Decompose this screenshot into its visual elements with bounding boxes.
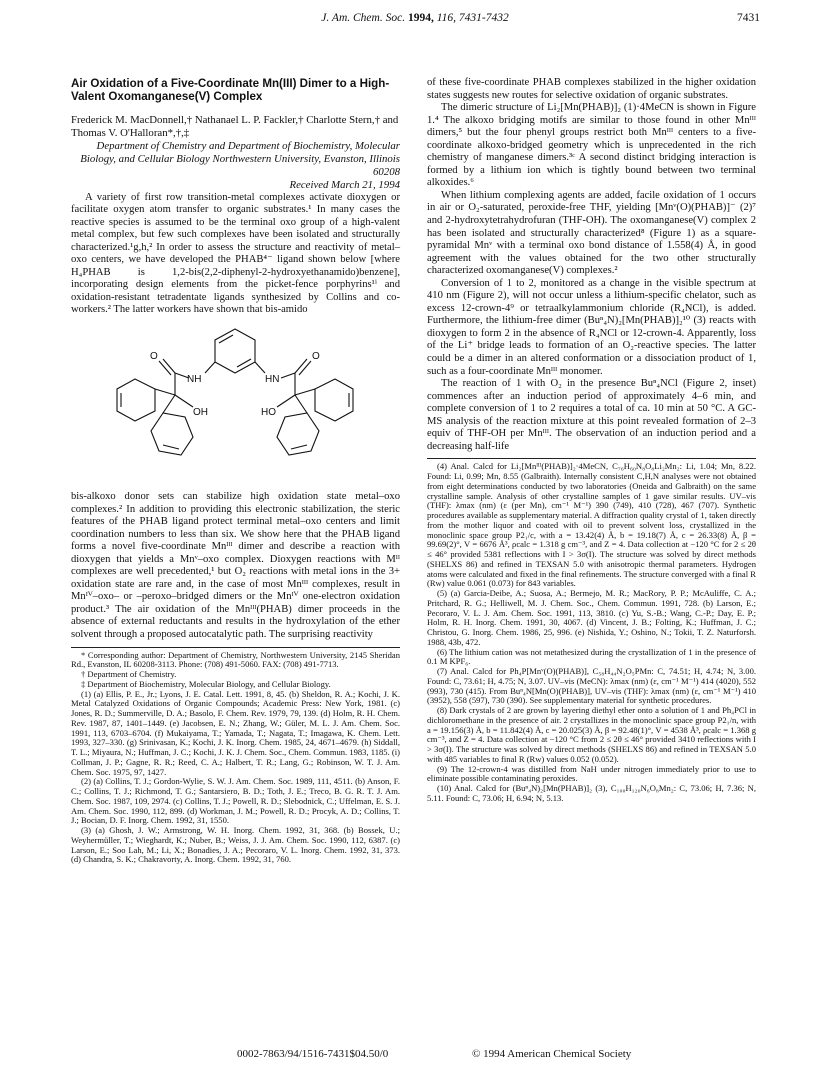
- page-number: 7431: [737, 12, 760, 24]
- label-oh-left: OH: [193, 407, 208, 419]
- footnote: (8) Dark crystals of 2 are grown by layering diethyl ether onto a solution of 1 and Ph₄PCl in dichloromethane in the presence of air. 2 crystallizes in the monoclinic space group P2₁/n, with a = 19.156(3) Å, b = 11.842(4) Å, c = 20.025(3) Å, β = 92.48(1)°, V = 4538 Å³, ρcalc = 1.368 g cm⁻³, and Z = 4. Data collection at −120 °C from 2 ≤ 2θ ≤ 46° provided 3410 reflections with I > 3σ(I). The structure was solved by direct methods (SHELXS 86) and refined in TEXSAN 5.0 with 485 variables to final R (Rw) values 0.052 (0.052).: [427, 705, 756, 764]
- footnotes-right: [427, 458, 756, 803]
- benzene-ring: [215, 329, 255, 373]
- footnote: (5) (a) Garcia-Deibe, A.; Suosa, A.; Bermejo, M. R.; MacRory, P. P.; McAuliffe, C. A.; Pritchard, R. G.; Helliwell, M. J. Chem. Soc., Chem. Commun. 1991, 728. (b) Larson, E.; Pecoraro, V. L. J. Am. Chem. Soc. 1991, 113, 3810. (c) Yu, S.-B.; Wang, C.-P.; Day, E. P.; Holm, R. H. Inorg. Chem. 1991, 30, 4067. (d) Vincent, J. B.; Folting, K.; Huffman, J. C.; Christou, G. Inorg. Chem. 1986, 25, 996. (e) Nishida, Y.; Oshino, N.; Tokii, T. Z. Naturforsh. 1988, 43b, 472.: [427, 588, 756, 647]
- article-title: Air Oxidation of a Five-Coordinate Mn(III) Dimer to a High-Valent Oxomanganese(V) Complex: [71, 77, 390, 103]
- label-hn-right: HN: [265, 374, 280, 386]
- body-paragraph: Conversion of 1 to 2, monitored as a change in the visible spectrum at 410 nm (Figure 2), will not occur unless a lithium-specific chelator, such as excess 12-crown-4⁹ or tetraalkylammonium chloride (R₄NCl), is added. Furthermore, the lithium-free dimer (Buⁿ₄N)₂[Mn(PHAB)]₂¹⁰ (3) reacts with dioxygen to form 2 in the absence of R₄NCl or 12-crown-4. Apparently, loss of the Li⁺ bridge leads to formation of an O₂-reactive species. The latter could be a dimer in an altered conformation or a dissociation product of 1, such as a four-coordinate Mnᴵᴵᴵ monomer.: [427, 277, 756, 377]
- author-list: Frederick M. MacDonnell,† Nathanael L. P. Fackler,† Charlotte Stern,† and Thomas V. O'Halloran*,†,‡: [71, 114, 399, 139]
- body-paragraph: The reaction of 1 with O₂ in the presence Buⁿ₄NCl (Figure 2, inset) commences after an induction period of approximately 4–6 min, and complete conversion of 1 to 2 requires a total of ca. 10 min at 50 °C. A GC-MS analysis of the reaction mixture at this point revealed formation of 2–3 equiv of THF-OH per Mnᴵᴵᴵ. The observation of an induction period and a decreasing half-life: [427, 378, 756, 452]
- footnote: † Department of Chemistry.: [81, 669, 177, 680]
- journal-year: 1994,: [407, 12, 434, 24]
- body-paragraph: bis-alkoxo donor sets can stabilize high oxidation state metal–oxo complexes.² In addition to providing this electronic stabilization, the steric features of the PHAB ligand protect terminal metal–oxo centers and limit coordination numbers to less than six. We show here that the PHAB ligand forms a novel five-coordinate Mnᴵᴵᴵ dimer and describe a reaction with dioxygen that yields a Mnᵛ–oxo complex. Dioxygen reactions with Mᴵᴵ complexes are well precedented,¹ but O₂ reactions with metal ions in the 3+ oxidation state are rare and, in the case of most Mnᴵᴵᴵ complexes, result in Mnᴵⱽ–oxo– or –peroxo–bridged dimers or the Mnᴵⱽ one-electron oxidation product.³ The air oxidation of the Mnᴵᴵᴵ(PHAB) dimer proceeds in the absence of external reductants and results in the hydroxylation of the ether solvent through a proposed autocatalytic path. The surprising reactivity: [71, 491, 400, 641]
- footnote: * Corresponding author: Department of Chemistry, Northwestern University, 2145 Sheridan Rd., Evanston, IL 60208-3113. Phone: (708) 491-5060. FAX: (708) 491-7713.: [71, 649, 400, 670]
- footnote: (1) (a) Ellis, P. E., Jr.; Lyons, J. E. Catal. Lett. 1991, 8, 45. (b) Sheldon, R. A.; Kochi, J. K. Metal Catalyzed Oxidations of Organic Compounds; Academic Press: New York, 1981. (c) Jones, R. D.; Summerville, D. A.; Basolo, F. Chem. Rev. 1979, 79, 139. (d) Holm, R. H. Chem. Rev. 1987, 87, 1401–1449. (e) Jacobsen, E. N.; Zhang, W.; Güler, M. L. J. Am. Chem. Soc. 1991, 113, 6703–6704. (f) Mukaiyama, T.; Yamada, T.; Nagata, T.; Imagawa, K. Chem. Lett. 1993, 327–330. (g) Srinivasan, K.; Kochi, J. K. Inorg. Chem. 1985, 24, 4671–4679. (h) Siddall, T. L.; Miyaura, N.; Huffman, J. C.; Kochi, J. K. J. Chem. Soc., Chem. Commun. 1983, 1185. (i) Collman, J. P.; Gagne, R. R.; Reed, C. A.; Halbert, T. R.; Lang, G.; Robinson, W. T. J. Am. Chem. Soc. 1975, 97, 1427.: [71, 688, 400, 777]
- phenyl-ring: [151, 413, 193, 455]
- article-code: 0002-7863/94/1516-7431$04.50/0: [237, 1048, 389, 1060]
- footnote: ‡ Department of Biochemistry, Molecular Biology, and Cellular Biology.: [81, 678, 331, 689]
- phenyl-ring: [315, 379, 353, 421]
- footnote: (2) (a) Collins, T. J.; Gordon-Wylie, S. W. J. Am. Chem. Soc. 1989, 111, 4511. (b) Anson, F. C.; Collins, T. J.; Richmond, T. G.; Santarsiero, B. D.; Toth, J. E.; Treco, B. G. R. T. J. Am. Chem. Soc. 1987, 109, 2974. (c) Collins, T. J.; Powell, R. D.; Slebodnick, C.; Uffelman, E. S. J. Am. Chem. Soc. 1990, 112, 899. (d) Workman, J. M.; Powell, R. D.; Procyk, A. D.; Collins, T. J.; Bocian, D. F. Inorg. Chem. 1992, 31, 1550.: [71, 776, 400, 826]
- journal-volume: 116,: [436, 12, 456, 24]
- phenyl-ring: [277, 413, 319, 455]
- footnote: (7) Anal. Calcd for Ph₄P[Mnᵛ(O)(PHAB)], C₅₈H₄₄N₂O₅PMn: C, 74.51; H, 4.74; N, 3.00. Found: C, 73.61; H, 4.75; N, 3.07. UV–vis (MeCN): λmax (nm) (ε, cm⁻¹ M⁻¹) 414 (4020), 552 (993), 730 (415). From Buⁿ₄N[Mn(O)(PHAB)], UV–vis (THF): λmax (nm) (ε, cm⁻¹ M⁻¹) 410 (3952), 558 (597), 730 (390). See supplementary material for synthetic procedures.: [427, 666, 756, 706]
- body-paragraph: of these five-coordinate PHAB complexes stabilized in the higher oxidation states suggests new routes for selective oxidation of organic substrates.: [427, 77, 756, 101]
- footnote: (10) Anal. Calcd for (Buⁿ₄N)₂[Mn(PHAB)]₂ (3), C₁₀₀H₁₂₀N₆O₈Mn₂: C, 73.06; H, 7.36; N, 5.11. Found: C, 73.06; H, 6.94; N, 5.13.: [427, 783, 756, 803]
- footnotes-left: [71, 647, 400, 866]
- running-header: [70, 12, 760, 28]
- footnote: (9) The 12-crown-4 was distilled from NaH under nitrogen immediately prior to use to eliminate possible contaminating peroxides.: [427, 763, 756, 784]
- body-paragraph: The dimeric structure of Li₂[Mn(PHAB)]₂ (1)·4MeCN is shown in Figure 1.⁴ The alkoxo bridging motifs are similar to those found in other Mnᴵᴵᴵ dimers,⁵ but the four phenyl groups restrict both Mnᴵᴵᴵ centers to a five-coordinate alkoxo-bridged geometry which is unprecedented in the rich chemistry of manganese dimers.³ᶜ A second distinct bridging interaction is formed by a lithium ion which is tightly bound between two terminal alkoxides.⁶: [427, 102, 756, 189]
- label-ho-right: HO: [261, 407, 276, 419]
- footnote: (4) Anal. Calcd for Li₂[Mnᴵᴵᴵ(PHAB)]₂·4MeCN, C₇₆H₆₀N₈O₈Li₂Mn₂: Li, 1.04; Mn, 8.22. Found: Li, 0.99; Mn, 8.55 (Galbraith). Internally consistent C,H,N analyses were not obtained from eight determinations conducted by two laboratories (Oneida and Galbraith) on the same crystalline sample. Analysis of other crystalline samples of 1 gave similar results. UV–vis (THF): λmax (nm) (ε (per Mn), cm⁻¹ M⁻¹) 390 (749), 410 (728), 467 (707). Synthetic procedures available as supplementary material. A diffraction quality crystal of 1, taken directly from the mother liquor and coated with oil to prevent solvent loss, crystallized in the monoclinic space group P2₁/c, with a = 13.42(4) Å, b = 19.18(7) Å, c = 26.33(8) Å, β = 99.69(2)°, V = 6676 Å³, ρcalc = 1.318 g cm⁻³, and Z = 4. Data collection at −120 °C for 2 ≤ 2θ ≤ 46° provided 5381 reflections with I > 3σ(I). The structure was solved by direct methods (SHELXS 86) and refined in TEXSAN 5.0 with anisotropic thermal parameters. Hydrogen atoms were calculated and fixed in the final refinements. The structure converged with a final R (Rw) value 0.061 (0.073) for 843 variables.: [427, 461, 756, 589]
- body-paragraph: When lithium complexing agents are added, facile oxidation of 1 occurs in air or O₂-saturated, peroxide-free THF, yielding [Mnᵛ(O)(PHAB)]⁻ (2)⁷ and 2-hydroxytetrahydrofuran (THF-OH). The oxomanganese(V) complex 2 has been isolated and structurally characterized⁸ (Figure 1) as a square-pyramidal Mnᵛ with a terminal oxo bond distance of 1.558(4) Å, in good agreement with the values obtained for the two other structurally characterized oxomanganese(V) complexes.²: [427, 189, 756, 277]
- left-column: [71, 77, 400, 865]
- phenyl-ring: [117, 379, 155, 421]
- affiliation: Department of Chemistry and Department of Biochemistry, Molecular Biology, and Cellular Biology Northwestern University, Evanston, Illinois 60208: [80, 140, 400, 178]
- label-nh-left: NH: [187, 374, 202, 386]
- copyright-notice: © 1994 American Chemical Society: [472, 1048, 632, 1060]
- body-paragraph: A variety of first row transition-metal complexes activate dioxygen or facilitate oxygen atom transfer to organic substrates.¹ In many cases the reactive species is assumed to be the terminal oxo group of a high-valent metal complex, but few such complexes have been isolated and structurally characterized.¹g,h,² In order to assess the structure and reactivity of metal–oxo centers, we have developed the PHAB⁴⁻ ligand shown below [where H₄PHAB is 1,2-bis(2,2-diphenyl-2-hydroxyethanamido)benzene], incorporating design elements from the picket-fence porphyrins¹ⁱ and oxidation-resistant tetradentate ligands synthesized by Collins and co-workers.² The latter workers have shown that bis-amido: [71, 191, 400, 316]
- received-date: Received March 21, 1994: [289, 179, 400, 191]
- journal-name: J. Am. Chem. Soc.: [321, 12, 406, 24]
- footnote: (6) The lithium cation was not metathesized during the crystallization of 1 in the presence of 0.1 M KPF₆.: [427, 646, 756, 667]
- label-o-right: O: [312, 351, 320, 363]
- footnote: (3) (a) Ghosh, J. W.; Armstrong, W. H. Inorg. Chem. 1992, 31, 368. (b) Bossek, U.; Weyhermüller, T.; Wieghardt, K.; Nuber, B.; Weiss, J. J. Am. Chem. Soc. 1990, 112, 6387. (c) Larson, E.; Soo Lah, M.; Li, X.; Bonadies, J. A.; Pecoraro, V. L. Inorg. Chem. 1992, 31, 373. (d) Chandra, S. K.; Chakravorty, A. Inorg. Chem. 1992, 31, 760.: [71, 825, 400, 865]
- phab-ligand-structure: [71, 323, 400, 483]
- right-column: [427, 77, 756, 804]
- label-o-left: O: [150, 351, 158, 363]
- page-range: 7431-7432: [458, 12, 509, 24]
